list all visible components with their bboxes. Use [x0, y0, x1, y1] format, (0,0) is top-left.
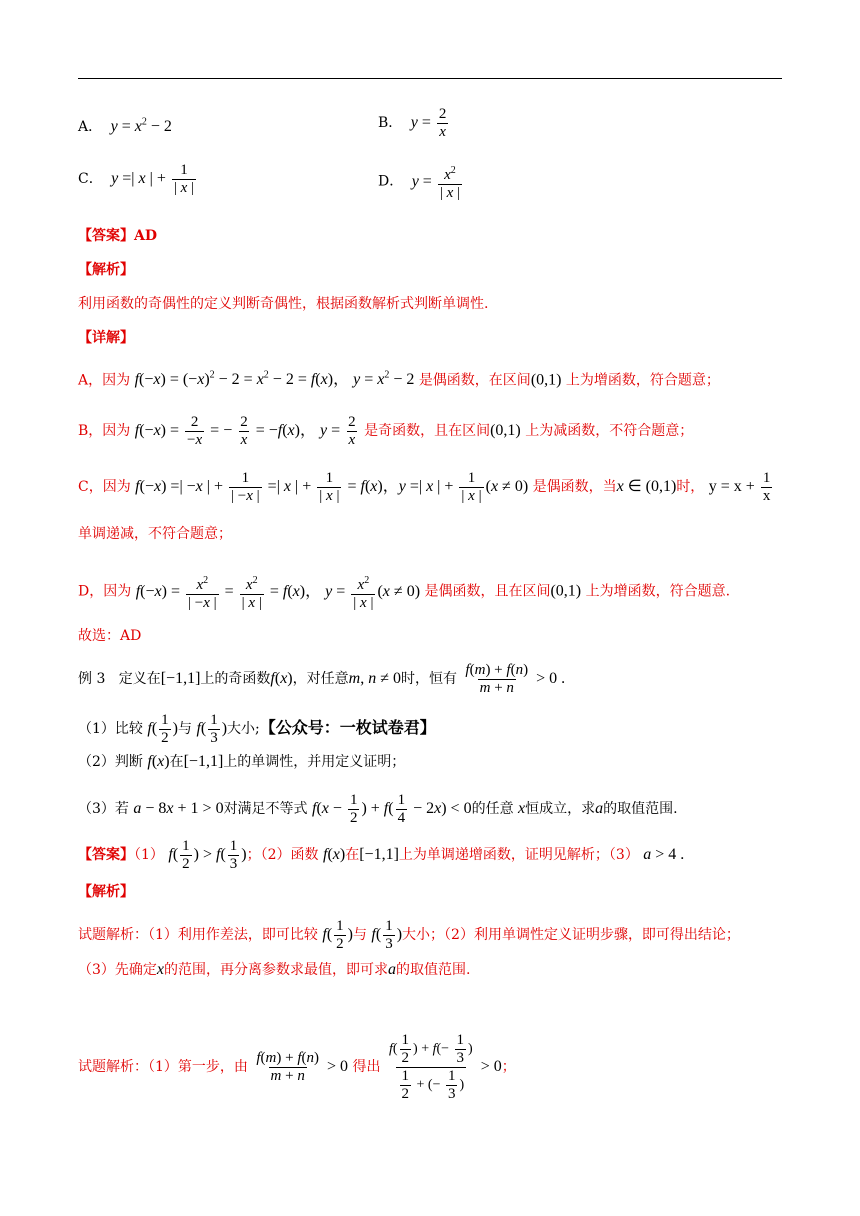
q3-ineq: a − 8x + 1 > 0 — [133, 800, 224, 818]
final-choice: 故选：AD — [78, 628, 142, 644]
q2-c: 上的单调性，并用定义证明； — [223, 754, 406, 770]
analysis2-line1 — [78, 918, 740, 953]
mn-condition: m, n ≠ 0 — [348, 670, 401, 688]
answer-line-1 — [78, 226, 157, 246]
detail-b-formula: f(−x) = $\frac{2}{-x}$ = − $\frac{2}{x}$ = −f(x)， y = $\frac{2}{x}$ — [134, 414, 356, 448]
analysis-text-1: 利用函数的奇偶性的定义判断奇偶性，根据函数解析式判断单调性. — [78, 296, 489, 312]
detail-d-interval: (0,1) — [550, 582, 582, 600]
q2-a: （2）判断 — [78, 754, 143, 770]
answer-value: AD — [134, 228, 158, 244]
q3-c: 的任意 — [471, 801, 514, 818]
answer2-p3: 在 — [345, 847, 360, 864]
detail-c-formula: f(−x) =| −x | + $\frac{1}{| -x |}$ =| x | + $\frac{1}{| x |}$ = f(x)，y =| x | + $\frac{1}{| x |}$ (x ≠ 0) — [135, 470, 529, 504]
option-c — [78, 162, 198, 197]
detail-b-end: 上为减函数，不符合题意； — [525, 423, 694, 440]
analysis-tag-2: 【解析】 — [78, 884, 134, 900]
detail-d-formula: f(−x) = $\frac{x^2}{| -x |}$ = $\frac{x^2}{| x |}$ = f(x)， y = $\frac{x^2}{| x |}$ (x ≠ 0) — [135, 575, 421, 611]
analysis2-l2-a: （3）先确定 — [78, 962, 157, 978]
option-a — [78, 116, 172, 136]
detail-b — [78, 414, 693, 449]
analysis2-l1-a: 试题解析：（1）利用作差法，即可比较 — [78, 927, 318, 944]
detail-d-prefix: D，因为 — [78, 583, 132, 600]
header-rule — [78, 78, 782, 79]
q3-b: 对满足不等式 — [223, 801, 308, 818]
q1-a: （1）比较 — [78, 721, 143, 738]
detail-d-end: 上为增函数，符合题意. — [585, 583, 731, 600]
ineq-condition: $\frac{f(m) + f(n)}{m + n}$ > 0 . — [465, 662, 566, 696]
analysis2-line2 — [78, 960, 470, 980]
detail-tag: 【详解】 — [78, 330, 134, 346]
answer2-interval: [−1,1] — [359, 846, 399, 864]
solution-b: 得出 — [352, 1059, 381, 1076]
q1-f-half: f( $\frac{1}{2}$ ) — [147, 712, 178, 746]
solution-derived: f( $\frac{1}{2}$ ) + f(− $\frac{1}{3}$ ) $\frac{1}{2}$ + (− $\frac{1}{3}$ ) > 0 — [388, 1032, 502, 1102]
analysis2-a: a — [388, 961, 397, 978]
detail-a-interval: (0,1) — [530, 371, 562, 389]
solution-step1 — [78, 1032, 516, 1103]
example3-label: 例 3 — [78, 671, 106, 688]
answer2-p2: ；（2）函数 — [246, 847, 319, 864]
detail-c-condition: x ∈ (0,1) — [616, 478, 677, 496]
solution-c: ； — [501, 1059, 516, 1076]
analysis2-l1-b: 与 — [352, 927, 367, 944]
detail-b-interval: (0,1) — [490, 422, 521, 440]
question-1 — [78, 712, 436, 747]
detail-c-mid: 是偶函数，当 — [532, 479, 617, 496]
option-b-label: B． — [378, 115, 403, 132]
answer2-tag: 【答案】 — [78, 847, 134, 864]
fx-symbol: f(x) — [270, 670, 293, 688]
q3-d: 恒成立，求 — [525, 801, 596, 818]
analysis2-l2-c: 的取值范围. — [396, 962, 471, 978]
example3-stem-a: 定义在 — [118, 671, 161, 688]
analysis2-l2-b: 的范围，再分离参数求最值，即可求 — [164, 962, 389, 978]
q2-fx: f(x) — [147, 753, 170, 770]
answer2-p4: 上为单调递增函数，证明见解析；（3） — [398, 847, 639, 864]
detail-a-mid: 是偶函数，在区间 — [418, 372, 531, 389]
promo-text: 【公众号：一枚试卷君】 — [259, 718, 436, 738]
answer-tag: 【答案】 — [78, 228, 134, 244]
detail-a — [78, 366, 720, 390]
analysis2-f-half: f( $\frac{1}{2}$ ) — [322, 918, 353, 952]
option-d — [378, 162, 464, 202]
analysis2-l1-c: 大小；（2）利用单调性定义证明步骤，即可得出结论； — [402, 927, 740, 944]
example3-stem-d: 时，恒有 — [400, 671, 457, 688]
option-b-formula: y = $\frac{2}{x}$ — [410, 106, 447, 140]
answer-line-2 — [78, 838, 684, 873]
detail-d — [78, 572, 730, 612]
example3-stem-b: 上的奇函数 — [200, 671, 271, 688]
option-b — [378, 106, 450, 141]
analysis-tag-1: 【解析】 — [78, 262, 134, 278]
detail-c — [78, 470, 774, 505]
detail-b-mid: 是奇函数，且在区间 — [364, 423, 491, 440]
answer2-range: a > 4 . — [643, 846, 685, 864]
domain-interval: [−1,1] — [160, 670, 201, 688]
example3-stem-c: ，对任意 — [292, 671, 349, 688]
option-d-formula: y = $\frac{x^2}{| x |}$ — [411, 165, 461, 201]
q2-interval: [−1,1] — [183, 753, 224, 770]
solution-a: 试题解析：（1）第一步，由 — [78, 1059, 248, 1076]
detail-a-prefix: A，因为 — [78, 372, 131, 389]
q3-x: x — [518, 800, 526, 818]
q1-c: 大小; — [227, 721, 260, 738]
q1-f-third: f( $\frac{1}{3}$ ) — [196, 712, 228, 746]
example3-stem — [78, 662, 565, 697]
answer2-fx: f(x) — [323, 846, 346, 864]
q1-b: 与 — [177, 721, 192, 738]
option-a-formula: $y = x^2 - 2$ — [110, 116, 172, 135]
answer2-p1: （1） — [134, 847, 164, 864]
q3-e: 的取值范围. — [603, 801, 678, 818]
answer2-compare: f( $\frac{1}{2}$ ) > f( $\frac{1}{3}$ ) — [168, 838, 247, 872]
option-c-label: C． — [78, 171, 103, 188]
q3-a: （3）若 — [78, 801, 129, 818]
option-a-label: A． — [78, 119, 103, 135]
analysis2-f-third: f( $\frac{1}{3}$ ) — [371, 918, 403, 952]
q3-condition: f(x − $\frac{1}{2}$ ) + f( $\frac{1}{4}$ − 2x) < 0 — [312, 792, 472, 826]
detail-d-mid: 是偶函数，且在区间 — [424, 583, 551, 600]
detail-a-formula: $f(-x) = (-x)^2 - 2 = x^2 - 2 = f(x)$， $y = x^2 - 2$ — [134, 370, 415, 389]
detail-b-prefix: B，因为 — [78, 423, 131, 440]
detail-c-line2: 单调递减，不符合题意； — [78, 526, 232, 542]
option-d-label: D． — [378, 173, 404, 190]
q2-b: 在 — [169, 754, 184, 770]
detail-c-prefix: C，因为 — [78, 479, 131, 496]
detail-c-when: 时， — [676, 479, 705, 496]
q3-a-var: a — [595, 800, 604, 818]
option-c-formula: y =| x | + $\frac{1}{| x |}$ — [111, 162, 195, 196]
question-2 — [78, 752, 405, 772]
solution-condition: $\frac{f(m) + f(n)}{m + n}$ > 0 — [256, 1050, 349, 1084]
detail-c-func: y = x + $\frac{1}{x}$ — [708, 470, 771, 504]
question-3 — [78, 792, 678, 827]
detail-a-end: 上为增函数，符合题意； — [565, 372, 720, 389]
analysis2-x: x — [156, 961, 165, 978]
